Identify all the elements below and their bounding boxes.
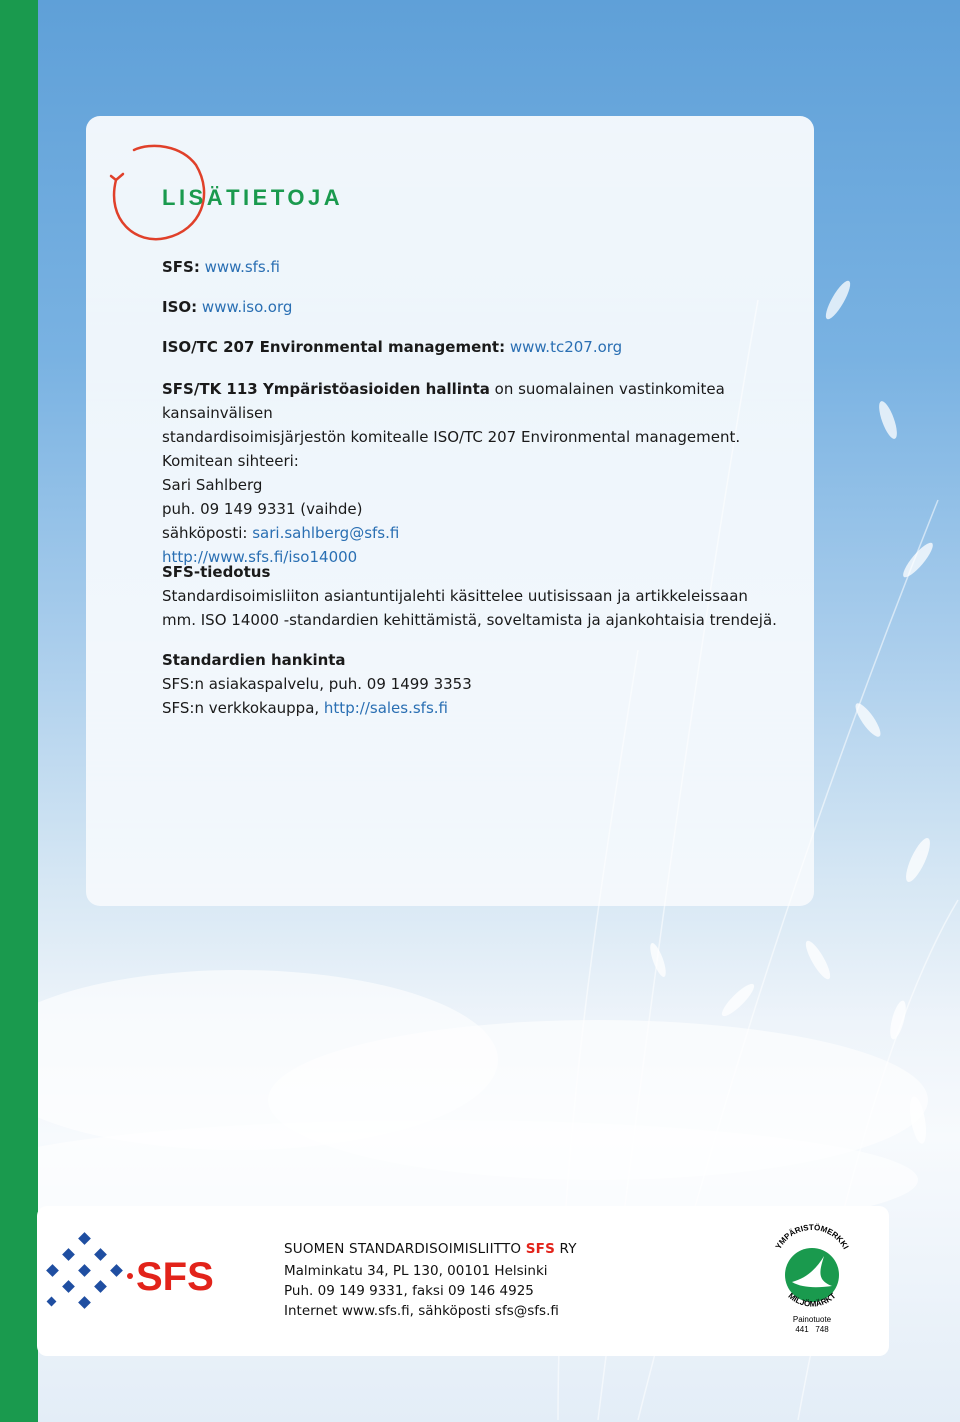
secretary-name: Sari Sahlberg (162, 476, 263, 494)
secretary-phone: puh. 09 149 9331 (vaihde) (162, 500, 363, 518)
org-suffix: RY (555, 1241, 577, 1257)
committee-desc-2: standardisoimisjärjestön komitealle ISO/TC 207 Environmental management. (162, 428, 741, 446)
org-prefix: SUOMEN STANDARDISOIMISLIITTO (284, 1241, 526, 1257)
org-name (284, 1241, 577, 1257)
ecolabel-top: YMPÄRISTÖMERKKI (773, 1222, 851, 1251)
iso-link[interactable]: www.iso.org (201, 298, 293, 316)
sfs-link[interactable]: www.sfs.fi (204, 258, 280, 276)
sfs-logo-text: SFS (136, 1255, 214, 1299)
committee-title: SFS/TK 113 Ympäristöasioiden hallinta (162, 380, 490, 398)
secretary-label: Komitean sihteeri: (162, 452, 299, 470)
bulletin-text-1: Standardisoimisliiton asiantuntijalehti käsittelee uutisissaan ja artikkeleissaan (162, 587, 748, 605)
ecolabel-print-label: Painotuote (792, 1315, 832, 1324)
sfs-label: SFS: (162, 258, 200, 276)
bulletin-text-2: mm. ISO 14000 -standardien kehittämistä, soveltamista ja ajankohtaisia trendejä. (162, 611, 777, 629)
tc207-label: ISO/TC 207 Environmental management: (162, 338, 506, 356)
committee-section (162, 377, 802, 569)
email-label: sähköposti: (162, 524, 253, 542)
purchase-section (162, 648, 802, 720)
customer-service: SFS:n asiakaspalvelu, puh. 09 1499 3353 (162, 675, 472, 693)
green-side-bar (0, 0, 38, 1422)
ecolabel-license: 441 748 (795, 1325, 829, 1334)
webshop-link[interactable]: http://sales.sfs.fi (323, 699, 448, 717)
webshop-label: SFS:n verkkokauppa, (162, 699, 324, 717)
sfs-link-row (162, 258, 280, 276)
svg-text:YMPÄRISTÖMERKKI (774, 1223, 850, 1251)
org-sfs: SFS (525, 1241, 556, 1257)
tc207-link-row (162, 338, 622, 356)
purchase-title: Standardien hankinta (162, 651, 346, 669)
tc207-link[interactable]: www.tc207.org (509, 338, 623, 356)
footer-phone: Puh. 09 149 9331, faksi 09 146 4925 (284, 1283, 534, 1299)
sfs-logo (36, 1230, 226, 1330)
page-title: LISÄTIETOJA (162, 185, 344, 210)
footer-internet: Internet www.sfs.fi, sähköposti sfs@sfs.fi (284, 1303, 559, 1319)
ecolabel-bottom: MILJÖMÄRKT (786, 1291, 838, 1309)
footer-address: Malminkatu 34, PL 130, 00101 Helsinki (284, 1263, 548, 1279)
nordic-ecolabel-icon (762, 1220, 862, 1340)
secretary-email-link[interactable]: sari.sahlberg@sfs.fi (252, 524, 400, 542)
iso-label: ISO: (162, 298, 198, 316)
bulletin-title: SFS-tiedotus (162, 563, 271, 581)
committee-desc-1: on suomalainen vastinkomitea kansainvälisen (162, 380, 725, 422)
bulletin-section (162, 560, 802, 632)
iso-link-row (162, 298, 292, 316)
iso14000-link[interactable]: http://www.sfs.fi/iso14000 (162, 548, 358, 566)
